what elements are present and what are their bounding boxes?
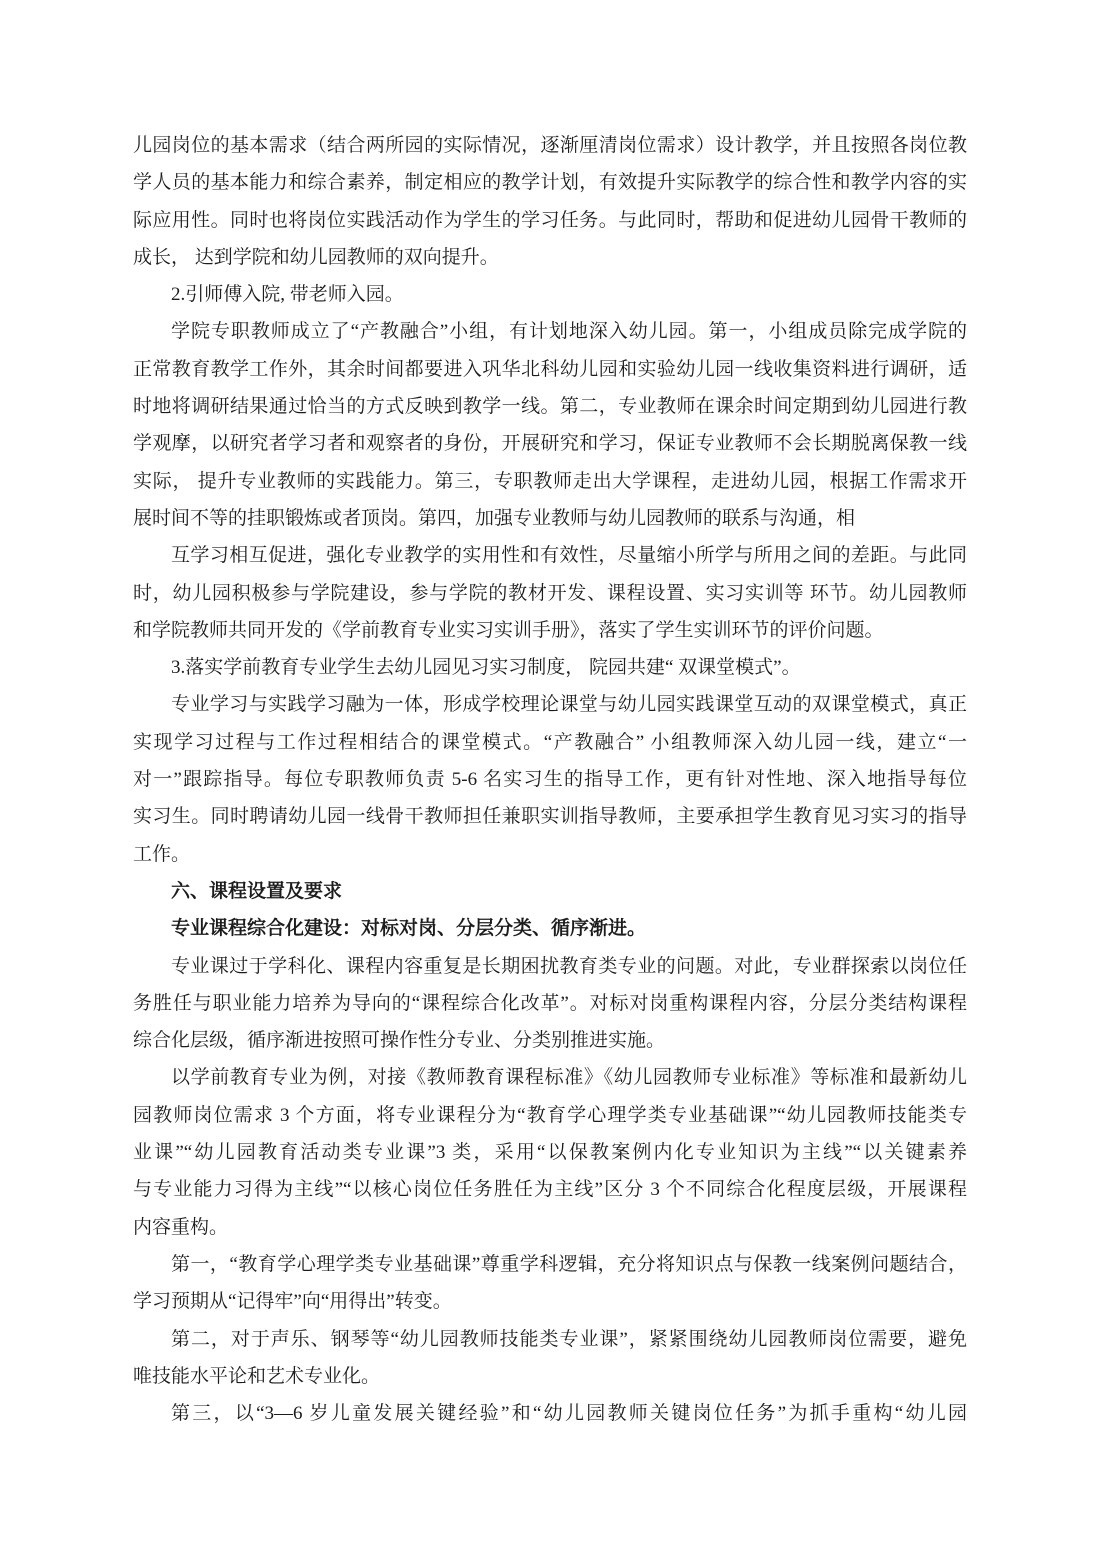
text-line: 展时间不等的挂职锻炼或者顶岗。第四，加强专业教师与幼儿园教师的联系与沟通，相: [133, 507, 856, 529]
text-line: 综合化层级，循序渐进按照可操作性分专业、分类别推进实施。: [133, 1030, 666, 1052]
text-line: 实际， 提升专业教师的实践能力。第三，专职教师走出大学课程，走进幼儿园，根据工作需求开: [133, 470, 967, 492]
text-line: 和学院教师共同开发的《学前教育专业实习实训手册》，落实了学生实训环节的评价问题。: [133, 619, 884, 641]
text-line: 实习生。同时聘请幼儿园一线骨干教师担任兼职实训指导教师，主要承担学生教育见习实习的指导: [133, 806, 967, 828]
text-line: 实现学习过程与工作过程相结合的课堂模式。“产教融合” 小组教师深入幼儿园一线，建立“一: [133, 731, 967, 753]
text-line: 第一，“教育学心理学类专业基础课”尊重学科逻辑，充分将知识点与保教一线案例问题结合，: [171, 1253, 967, 1275]
text-line: 对一”跟踪指导。每位专职教师负责 5-6 名实习生的指导工作，更有针对性地、深入地指导每位: [133, 769, 967, 791]
text-line: 学人员的基本能力和综合素养，制定相应的教学计划，有效提升实际教学的综合性和教学内容的实: [133, 172, 967, 194]
text-line: 互学习相互促进，强化专业教学的实用性和有效性，尽量缩小所学与所用之间的差距。与此同: [171, 545, 967, 567]
text-line: 专业课过于学科化、课程内容重复是长期困扰教育类专业的问题。对此，专业群探索以岗位任: [171, 955, 967, 977]
text-line: 业课”“幼儿园教育活动类专业课”3 类，采用“以保教案例内化专业知识为主线”“以关键素养: [133, 1142, 967, 1164]
text-line: 唯技能水平论和艺术专业化。: [133, 1365, 381, 1387]
text-line: 园教师岗位需求 3 个方面，将专业课程分为“教育学心理学类专业基础课”“幼儿园教师技能类专: [133, 1104, 967, 1126]
text-line: 务胜任与职业能力培养为导向的“课程综合化改革”。对标对岗重构课程内容，分层分类结构课程: [133, 992, 967, 1014]
text-line: 时地将调研结果通过恰当的方式反映到教学一线。第二，专业教师在课余时间定期到幼儿园进行教: [133, 396, 967, 418]
text-line: 学院专职教师成立了“产教融合”小组，有计划地深入幼儿园。第一，小组成员除完成学院的: [171, 321, 967, 343]
section-heading: 六、课程设置及要求: [171, 880, 343, 902]
text-line: 正常教育教学工作外，其余时间都要进入巩华北科幼儿园和实验幼儿园一线收集资料进行调研，适: [133, 358, 967, 380]
text-line: 与专业能力习得为主线”“以核心岗位任务胜任为主线”区分 3 个不同综合化程度层级，开展课程: [133, 1179, 967, 1201]
text-line: 时，幼儿园积极参与学院建设，参与学院的教材开发、课程设置、实习实训等 环节。幼儿园教师: [133, 582, 967, 604]
text-line: 工作。: [133, 843, 191, 865]
document-text-block: [133, 127, 967, 1432]
text-line: 际应用性。同时也将岗位实践活动作为学生的学习任务。与此同时，帮助和促进幼儿园骨干教师的: [133, 209, 967, 231]
list-item-heading: 3.落实学前教育专业学生去幼儿园见习实习制度， 院园共建“ 双课堂模式”。: [171, 657, 801, 679]
text-line: 专业学习与实践学习融为一体，形成学校理论课堂与幼儿园实践课堂互动的双课堂模式，真正: [171, 694, 967, 716]
text-line: 第三，以“3—6 岁儿童发展关键经验”和“幼儿园教师关键岗位任务”为抓手重构“幼儿园: [171, 1403, 967, 1425]
text-line: 内容重构。: [133, 1216, 229, 1238]
text-line: 第二，对于声乐、钢琴等“幼儿园教师技能类专业课”，紧紧围绕幼儿园教师岗位需要，避免: [171, 1328, 967, 1350]
text-line: 学习预期从“记得牢”向“用得出”转变。: [133, 1291, 452, 1313]
subsection-heading: 专业课程综合化建设：对标对岗、分层分类、循序渐进。: [171, 918, 647, 940]
text-line: 儿园岗位的基本需求（结合两所园的实际情况，逐渐厘清岗位需求）设计教学，并且按照各岗位教: [133, 135, 967, 156]
text-line: 成长， 达到学院和幼儿园教师的双向提升。: [133, 246, 499, 268]
text-line: 以学前教育专业为例，对接《教师教育课程标准》《幼儿园教师专业标准》等标准和最新幼儿: [171, 1067, 967, 1089]
text-line: 学观摩，以研究者学习者和观察者的身份，开展研究和学习，保证专业教师不会长期脱离保教一线: [133, 433, 967, 455]
list-item-heading: 2.引师傅入院, 带老师入园。: [171, 284, 404, 306]
